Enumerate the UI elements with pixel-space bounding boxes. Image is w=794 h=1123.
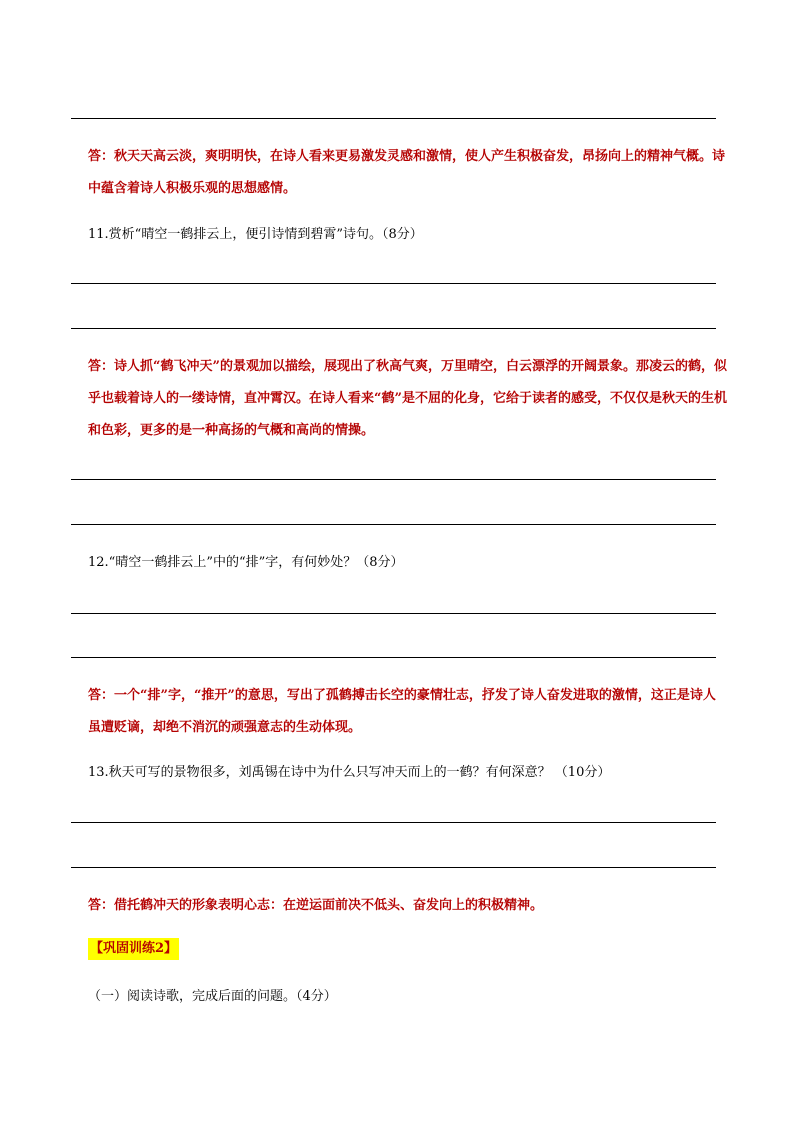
answer-line xyxy=(71,524,716,525)
answer-line xyxy=(71,479,716,480)
answer-line xyxy=(71,283,716,284)
answer-10: 答：秋天天高云淡，爽明明快，在诗人看来更易激发灵感和激情，使人产生积极奋发，昂扬向上的精神气概。诗中蕴含着诗人积极乐观的思想感情。 xyxy=(88,149,726,196)
answer-12: 答：一个“排”字，“推开”的意思，写出了孤鹤搏击长空的豪情壮志，抒发了诗人奋发进取的激情，这正是诗人虽遭贬谪，却绝不消沉的顽强意志的生动体现。 xyxy=(88,688,716,735)
answer-line xyxy=(71,328,716,329)
answer-11: 答：诗人抓“鹤飞冲天”的景观加以描绘，展现出了秋高气爽，万里晴空，白云漂浮的开阔景象。那凌云的鹤，似乎也载着诗人的一缕诗情，直冲霄汉。在诗人看来“鹤”是不屈的化身，它给于读者的感受，不仅仅是秋天的生机和色彩，更多的是一种高扬的气概和高尚的情操。 xyxy=(88,359,727,438)
answer-line xyxy=(71,657,716,658)
answer-13: 答：借托鹤冲天的形象表明心志：在逆运面前决不低头、奋发向上的积极精神。 xyxy=(88,898,544,913)
question-11: 11.赏析“晴空一鹤排云上，便引诗情到碧霄”诗句。（8分） xyxy=(88,227,423,242)
answer-line xyxy=(71,118,716,119)
question-13: 13.秋天可写的景物很多，刘禹锡在诗中为什么只写冲天而上的一鹤？有何深意？ （10分） xyxy=(88,765,611,780)
section-tag: 【巩固训练2】 xyxy=(88,938,179,960)
answer-line xyxy=(71,613,716,614)
question-12: 12.“晴空一鹤排云上”中的“排”字，有何妙处？（8分） xyxy=(88,555,404,570)
section-intro: （一）阅读诗歌，完成后面的问题。（4分） xyxy=(88,989,337,1004)
answer-line xyxy=(71,822,716,823)
answer-line xyxy=(71,867,716,868)
